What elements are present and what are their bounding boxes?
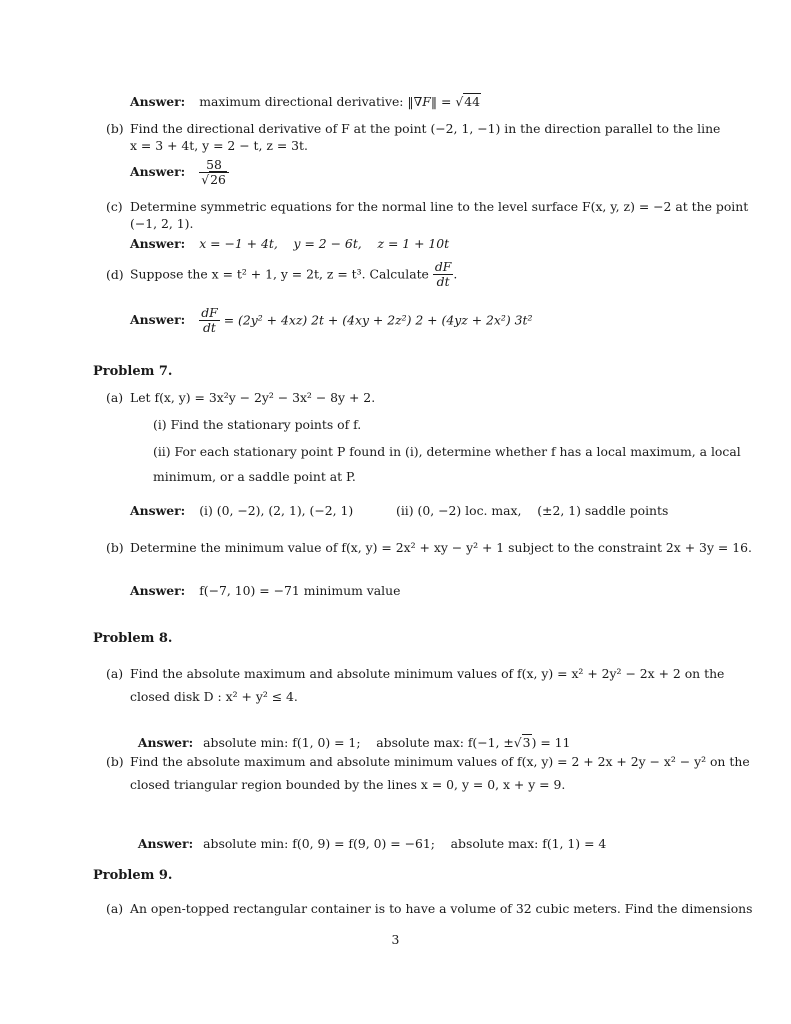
answer-label: Answer:	[130, 236, 186, 251]
answer-text: absolute min: f(0, 9) = f(9, 0) = −61; absolute max: f(1, 1) = 4	[203, 835, 607, 851]
p9-a-marker: (a)	[106, 901, 124, 916]
answer-expr: ‖∇F‖ =	[407, 94, 456, 109]
part-d-marker: (d)	[106, 267, 124, 282]
fraction-numerator: dF	[434, 259, 452, 274]
answer-expr: = (2y² + 4xz) 2t + (4xy + 2z²) 2 + (4yz + 2x²) 3t²	[223, 312, 533, 328]
answer-ii: (ii) (0, −2) loc. max, (±2, 1) saddle points	[396, 503, 669, 518]
answer-text: f(−7, 10) = −71 minimum value	[199, 583, 401, 598]
p9-a-text: An open-topped rectangular container is to have a volume of 32 cubic meters. Find the dimensions	[130, 901, 753, 916]
p7-b-text: Determine the minimum value of f(x, y) = 2x² + xy − y² + 1 subject to the constraint 2x + 3y = 16.	[130, 540, 752, 555]
p8-b-answer	[130, 822, 606, 852]
p7-b-marker: (b)	[106, 540, 124, 555]
sqrt-radicand: 3	[522, 734, 531, 750]
part-d-answer	[130, 306, 532, 336]
page-number: 3	[391, 932, 400, 947]
answer-text: x = −1 + 4t, y = 2 − 6t, z = 1 + 10t	[199, 236, 450, 251]
sqrt-sign: √	[513, 734, 522, 750]
p8-a-marker: (a)	[106, 666, 124, 681]
sqrt-sign: √	[455, 94, 464, 109]
fraction-denominator: dt	[436, 274, 450, 290]
answer-label: Answer:	[130, 583, 186, 598]
answer-max-directional-derivative	[130, 95, 481, 110]
p8-b-line1: Find the absolute maximum and absolute minimum values of f(x, y) = 2 + 2x + 2y − x² − y² on the	[130, 754, 750, 769]
part-d-text: Suppose the x = t² + 1, y = 2t, z = t³. Calculate	[130, 266, 429, 282]
fraction-numerator: dF	[201, 305, 218, 320]
part-d-question: Suppose the x = t² + 1, y = 2t, z = t³. Calculate $\frac{dF}{dt}$ .	[130, 259, 458, 290]
part-b-marker: (b)	[106, 121, 124, 136]
part-b-answer	[130, 158, 229, 188]
p7-a-marker: (a)	[106, 390, 124, 405]
fraction-denominator: dt	[203, 320, 216, 336]
answer-i: (i) (0, −2), (2, 1), (−2, 1)	[199, 503, 354, 518]
part-c-line1: Determine symmetric equations for the normal line to the level surface F(x, y, z) = −2 at the point	[130, 199, 749, 214]
p8-a-answer	[130, 721, 570, 751]
part-c-answer	[130, 237, 449, 252]
fraction-numerator: 58	[199, 158, 229, 173]
problem-8-title: Problem 8.	[93, 631, 173, 646]
part-b-line2: x = 3 + 4t, y = 2 − t, z = 3t.	[130, 138, 308, 153]
p8-a-line1: Find the absolute maximum and absolute minimum values of f(x, y) = x² + 2y² − 2x + 2 on the	[130, 666, 725, 681]
sqrt-radicand: 26	[210, 172, 226, 188]
p7-i-text: (i) Find the stationary points of f.	[153, 417, 362, 432]
answer-label: Answer:	[130, 503, 186, 518]
p7-ii-line2: minimum, or a saddle point at P.	[153, 469, 356, 484]
p7-b-answer	[130, 584, 400, 599]
problem-9-title: Problem 9.	[93, 868, 173, 883]
answer-label: Answer:	[130, 94, 186, 109]
answer-fraction	[199, 158, 229, 188]
p7-a-text: Let f(x, y) = 3x²y − 2y² − 3x² − 8y + 2.	[130, 390, 376, 405]
part-c-line2: (−1, 2, 1).	[130, 216, 194, 231]
p7-a-answer	[130, 504, 353, 519]
p8-b-line2: closed triangular region bounded by the lines x = 0, y = 0, x + y = 9.	[130, 777, 566, 792]
p8-a-line2: closed disk D : x² + y² ≤ 4.	[130, 689, 298, 704]
answer-text: absolute min: f(1, 0) = 1; absolute max: f(−1, ±	[203, 734, 514, 750]
sqrt-radicand: 44	[464, 94, 481, 109]
answer-text-end: ) = 11	[531, 734, 571, 750]
answer-label: Answer:	[137, 835, 194, 851]
part-b-line1: Find the directional derivative of F at the point (−2, 1, −1) in the direction parallel to the line	[130, 121, 721, 136]
derivative-fraction	[433, 260, 454, 290]
answer-label: Answer:	[130, 312, 186, 328]
problem-7-title: Problem 7.	[93, 364, 173, 379]
p7-ii-line1: (ii) For each stationary point P found in (i), determine whether f has a local maximum, a local	[153, 444, 741, 459]
p8-b-marker: (b)	[106, 754, 124, 769]
answer-label: Answer:	[137, 734, 194, 750]
answer-label: Answer:	[130, 164, 186, 180]
answer-fraction	[199, 306, 220, 336]
answer-text: maximum directional derivative:	[199, 94, 404, 109]
fraction-denominator: √26	[201, 172, 226, 188]
part-c-marker: (c)	[106, 199, 123, 214]
